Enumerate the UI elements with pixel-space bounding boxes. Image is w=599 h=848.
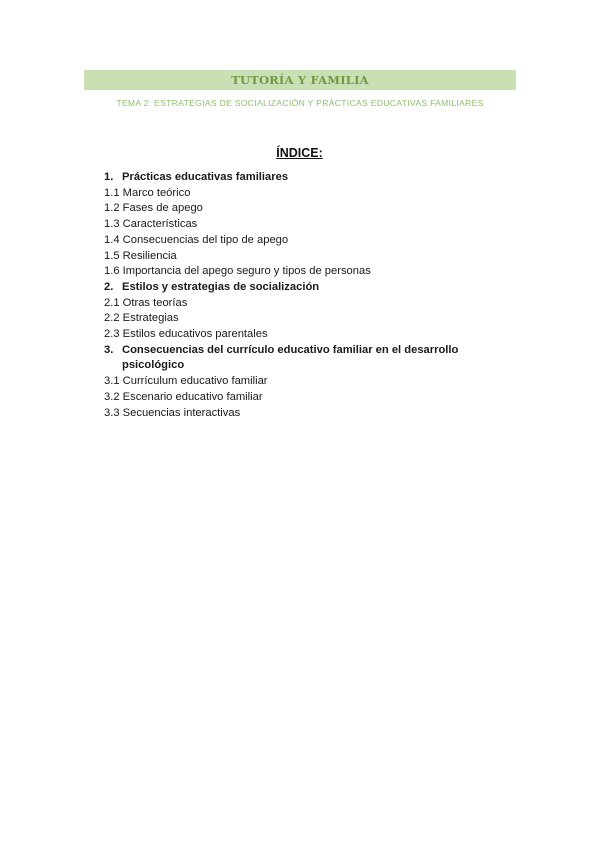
toc-section [104, 343, 524, 374]
toc-item: 2.2 Estrategias [104, 312, 179, 325]
toc-section-title: Estilos y estrategias de socialización [122, 280, 320, 293]
toc-section-number: 1. [104, 171, 114, 183]
toc-item: 2.3 Estilos educativos parentales [104, 328, 268, 341]
toc-item: 3.2 Escenario educativo familiar [104, 390, 263, 403]
toc-item: 1.1 Marco teórico [104, 186, 191, 199]
document-title: TUTORÍA Y FAMILIA [231, 73, 369, 87]
toc-item: 3.1 Currículum educativo familiar [104, 375, 268, 388]
index-heading: ÍNDICE: [276, 146, 323, 160]
toc-section-title: Prácticas educativas familiares [122, 171, 289, 183]
toc-section-title: Consecuencias del currículo educativo familiar en el desarrollo psicológico [122, 343, 459, 372]
document-subtitle: TEMA 2: ESTRATEGIAS DE SOCIALIZACIÓN Y PRÁCTICAS EDUCATIVAS FAMILIARES [116, 98, 484, 108]
toc-item: 2.1 Otras teorías [104, 296, 188, 309]
toc-item: 3.3 Secuencias interactivas [104, 406, 241, 419]
toc-item: 1.6 Importancia del apego seguro y tipos de personas [104, 265, 371, 278]
toc-section [104, 280, 524, 296]
toc-item: 1.4 Consecuencias del tipo de apego [104, 233, 289, 246]
toc-section [104, 170, 524, 186]
toc-item: 1.2 Fases de apego [104, 202, 203, 215]
toc-section-number: 2. [104, 280, 114, 293]
table-of-contents [104, 170, 524, 421]
toc-item: 1.5 Resiliencia [104, 249, 177, 262]
toc-section-number: 3. [104, 343, 114, 356]
header-bar [84, 70, 516, 90]
toc-item: 1.3 Características [104, 218, 198, 231]
